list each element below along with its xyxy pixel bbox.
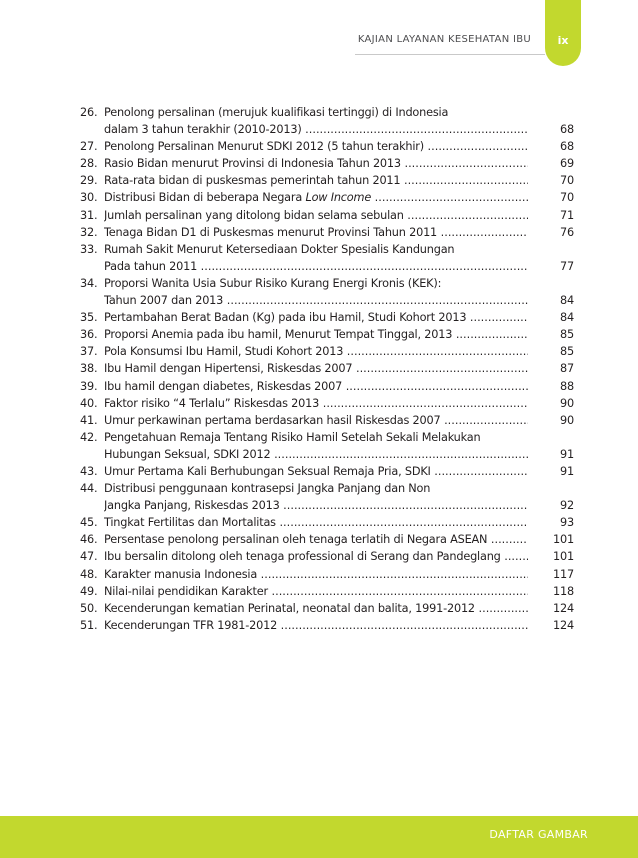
toc-entry-number: 28. [80, 157, 98, 171]
toc-entry-title: Pada tahun 2011 ..... [104, 258, 528, 275]
toc-entry-title: Karakter manusia Indonesia ..... [104, 566, 528, 583]
toc-entry[interactable] [80, 241, 574, 275]
toc-entry-page: 91 [560, 447, 574, 461]
toc-entry-number: 46. [80, 533, 98, 547]
toc-entry-title: Ibu hamil dengan diabetes, Riskesdas 2007 ..... [104, 378, 528, 395]
toc-entry-number: 34. [80, 276, 98, 290]
toc-entry[interactable] [80, 207, 574, 224]
figure-list [80, 104, 574, 634]
running-header-title: KAJIAN LAYANAN KESEHATAN IBU [357, 34, 531, 45]
toc-entry-title: Kecenderungan TFR 1981-2012 ..... [104, 617, 528, 634]
toc-entry-page: 92 [560, 499, 574, 513]
toc-entry-page: 101 [553, 533, 574, 547]
toc-entry-page: 118 [553, 584, 574, 598]
toc-entry[interactable] [80, 275, 574, 309]
toc-entry-page: 88 [560, 379, 574, 393]
toc-entry[interactable] [80, 326, 574, 343]
toc-entry[interactable] [80, 138, 574, 155]
toc-entry-title: Tenaga Bidan D1 di Puskesmas menurut Provinsi Tahun 2011 ..... [104, 224, 528, 241]
toc-entry-page: 90 [560, 396, 574, 410]
toc-entry-title: Proporsi Wanita Usia Subur Risiko Kurang Energi Kronis (KEK): [104, 276, 442, 290]
toc-entry-title: Nilai-nilai pendidikan Karakter ..... [104, 583, 528, 600]
toc-entry-title: Faktor risiko “4 Terlalu” Riskesdas 2013 ..... [104, 395, 528, 412]
toc-entry-page: 77 [560, 259, 574, 273]
toc-entry-number: 47. [80, 550, 98, 564]
toc-entry-title: Jangka Panjang, Riskesdas 2013 ..... [104, 497, 528, 514]
toc-entry-title: Kecenderungan kematian Perinatal, neonatal dan balita, 1991-2012 ..... [104, 600, 528, 617]
toc-entry-title: dalam 3 tahun terakhir (2010-2013) ..... [104, 121, 528, 138]
toc-entry-number: 38. [80, 362, 98, 376]
toc-entry-page: 85 [560, 345, 574, 359]
toc-entry[interactable] [80, 429, 574, 463]
toc-entry[interactable] [80, 463, 574, 480]
page-number: ix [557, 34, 569, 47]
toc-entry[interactable] [80, 224, 574, 241]
toc-entry-number: 33. [80, 242, 98, 256]
toc-entry-title: Tingkat Fertilitas dan Mortalitas ..... [104, 514, 528, 531]
toc-entry-page: 91 [560, 464, 574, 478]
toc-entry-page: 68 [560, 140, 574, 154]
toc-entry-title: Umur perkawinan pertama berdasarkan hasil Riskesdas 2007 ..... [104, 412, 528, 429]
toc-entry[interactable] [80, 548, 574, 565]
toc-entry[interactable] [80, 617, 574, 634]
toc-entry[interactable] [80, 172, 574, 189]
toc-entry-page: 93 [560, 516, 574, 530]
toc-entry[interactable] [80, 583, 574, 600]
toc-entry-page: 87 [560, 362, 574, 376]
footer-bar [0, 816, 638, 858]
toc-entry-number: 35. [80, 311, 98, 325]
toc-entry-title: Distribusi penggunaan kontrasepsi Jangka Panjang dan Non [104, 482, 431, 496]
toc-entry-title: Pola Konsumsi Ibu Hamil, Studi Kohort 2013 ..... [104, 343, 528, 360]
toc-entry-page: 70 [560, 191, 574, 205]
toc-entry-title: Penolong persalinan (merujuk kualifikasi tertinggi) di Indonesia [104, 106, 449, 119]
toc-entry-number: 40. [80, 396, 98, 410]
toc-entry-number: 43. [80, 464, 98, 478]
toc-entry[interactable] [80, 480, 574, 514]
toc-entry[interactable] [80, 395, 574, 412]
toc-entry-number: 27. [80, 140, 98, 154]
page-number-tab [545, 0, 581, 66]
toc-entry[interactable] [80, 309, 574, 326]
toc-entry-title: Ibu bersalin ditolong oleh tenaga professional di Serang dan Pandeglang ..... [104, 548, 528, 565]
toc-entry-number: 36. [80, 328, 98, 342]
toc-entry[interactable] [80, 600, 574, 617]
toc-entry-page: 76 [560, 225, 574, 239]
toc-entry-title: Tahun 2007 dan 2013 ..... [104, 292, 528, 309]
toc-entry-page: 69 [560, 157, 574, 171]
toc-entry-page: 70 [560, 174, 574, 188]
toc-entry-page: 85 [560, 328, 574, 342]
toc-entry-title: Ibu Hamil dengan Hipertensi, Riskesdas 2007 ..... [104, 360, 528, 377]
toc-entry-title: Pengetahuan Remaja Tentang Risiko Hamil Setelah Sekali Melakukan [104, 430, 481, 444]
toc-entry-number: 44. [80, 482, 98, 496]
toc-entry[interactable] [80, 531, 574, 548]
toc-entry-number: 30. [80, 191, 98, 205]
toc-entry-page: 101 [553, 550, 574, 564]
toc-entry-title: Proporsi Anemia pada ibu hamil, Menurut Tempat Tinggal, 2013 ..... [104, 326, 528, 343]
toc-entry[interactable] [80, 104, 574, 138]
toc-entry-page: 84 [560, 311, 574, 325]
toc-entry-number: 39. [80, 379, 98, 393]
toc-entry-title: Rumah Sakit Menurut Ketersediaan Dokter Spesialis Kandungan [104, 242, 455, 256]
toc-entry-number: 29. [80, 174, 98, 188]
toc-entry-title: Distribusi Bidan di beberapa Negara Low Income ..... [104, 189, 528, 206]
toc-entry-number: 45. [80, 516, 98, 530]
toc-entry-title: Rasio Bidan menurut Provinsi di Indonesia Tahun 2013 ..... [104, 155, 528, 172]
toc-entry-number: 49. [80, 584, 98, 598]
toc-entry-page: 124 [553, 618, 574, 632]
toc-entry[interactable] [80, 360, 574, 377]
toc-entry-number: 37. [80, 345, 98, 359]
emphasis-text: Low Income [305, 191, 372, 205]
toc-entry[interactable] [80, 514, 574, 531]
toc-entry-title: Pertambahan Berat Badan (Kg) pada ibu Hamil, Studi Kohort 2013 ..... [104, 309, 528, 326]
toc-entry-number: 41. [80, 413, 98, 427]
toc-entry[interactable] [80, 412, 574, 429]
toc-entry[interactable] [80, 378, 574, 395]
toc-entry-number: 51. [80, 618, 98, 632]
toc-entry[interactable] [80, 343, 574, 360]
toc-entry-title: Penolong Persalinan Menurut SDKI 2012 (5 tahun terakhir) ..... [104, 138, 528, 155]
toc-entry[interactable] [80, 155, 574, 172]
toc-entry-number: 48. [80, 567, 98, 581]
header-rule [355, 54, 545, 55]
toc-entry-title: Persentase penolong persalinan oleh tenaga terlatih di Negara ASEAN ..... [104, 531, 528, 548]
toc-entry-title: Hubungan Seksual, SDKI 2012 ..... [104, 446, 528, 463]
toc-entry-number: 26. [80, 106, 98, 119]
toc-entry[interactable] [80, 566, 574, 583]
toc-entry-page: 117 [553, 567, 574, 581]
toc-entry-title: Umur Pertama Kali Berhubungan Seksual Remaja Pria, SDKI ..... [104, 463, 528, 480]
toc-entry-page: 90 [560, 413, 574, 427]
toc-entry-page: 71 [560, 208, 574, 222]
toc-entry-number: 50. [80, 601, 98, 615]
toc-entry-page: 68 [560, 123, 574, 137]
toc-entry-page: 84 [560, 294, 574, 308]
toc-entry-number: 42. [80, 430, 98, 444]
toc-entry-title: Rata-rata bidan di puskesmas pemerintah tahun 2011 ..... [104, 172, 528, 189]
toc-entry-title: Jumlah persalinan yang ditolong bidan selama sebulan ..... [104, 207, 528, 224]
toc-entry-page: 124 [553, 601, 574, 615]
toc-entry[interactable] [80, 189, 574, 206]
toc-entry-number: 31. [80, 208, 98, 222]
footer-section-label: DAFTAR GAMBAR [489, 828, 588, 841]
toc-entry-number: 32. [80, 225, 98, 239]
